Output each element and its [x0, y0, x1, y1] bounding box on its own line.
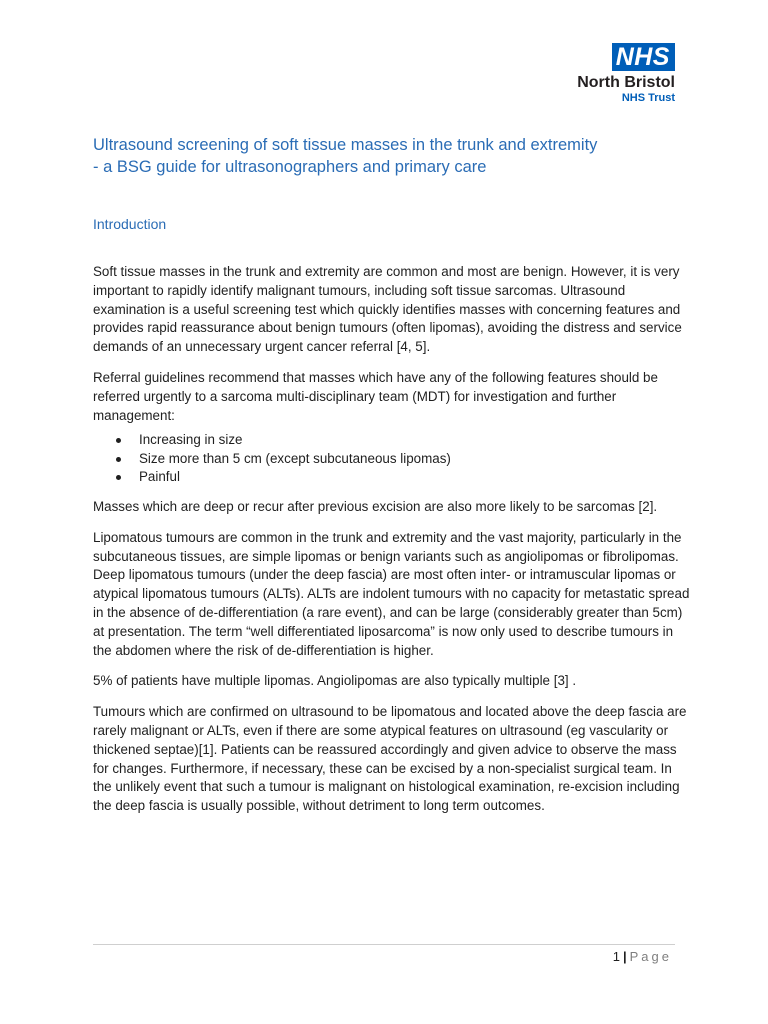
nhs-logo [525, 43, 675, 105]
org-name: North Bristol [577, 74, 675, 91]
paragraph: Tumours which are confirmed on ultrasound to be lipomatous and located above the deep fascia are rarely malignant or ALTs, even if there are some atypical features on ultrasound (eg vascularity or thickened septae)[1]. Patients can be reassured accordingly and given advice to observe the mass for changes. Furthermore, if necessary, these can be excised by a non-specialist surgical team. In the unlikely event that such a tumour is malignant on histological examination, re-excision including the deep fascia is usually possible, without detriment to long term outcomes. [93, 704, 687, 814]
paragraph: Soft tissue masses in the trunk and extremity are common and most are benign. However, it is very important to rapidly identify malignant tumours, including soft tissue sarcomas. Ultrasound examination is a useful screening test which quickly identifies masses with concerning features and provides rapid reassurance about benign tumours (often lipomas), avoiding the distress and service demands of an unnecessary urgent cancer referral [4, 5]. [93, 264, 682, 355]
document-title [93, 134, 693, 178]
paragraph: 5% of patients have multiple lipomas. Angiolipomas are also typically multiple [3] . [93, 673, 577, 689]
nhs-logo-mark: NHS [612, 43, 675, 71]
referral-features-list [93, 431, 693, 486]
section-heading-introduction: Introduction [93, 216, 167, 232]
page-number-value: 1 [612, 949, 620, 964]
org-subtitle: NHS Trust [621, 92, 675, 104]
document-title-line-1: Ultrasound screening of soft tissue masses in the trunk and extremity [93, 136, 598, 154]
footer-divider [93, 944, 675, 945]
paragraph: Lipomatous tumours are common in the trunk and extremity and the vast majority, particularly in the subcutaneous tissues, are simple lipomas or benign variants such as angiolipomas or fibrolipomas. Deep lipomatous tumours (under the deep fascia) are most often inter- or intramuscular lipomas or atypical lipomatous tumours (ALTs). ALTs are indolent tumours with no capacity for metastatic spread in the absence of de-differentiation (a rare event), and can be large (considerably greater than 5cm) at presentation. The term “well differentiated liposarcoma” is now only used to describe tumours in the abdomen where the risk of de-differentiation is higher. [93, 529, 690, 658]
page-number-separator: | [622, 949, 627, 964]
paragraph: Referral guidelines recommend that masses which have any of the following features should be referred urgently to a sarcoma multi-disciplinary team (MDT) for investigation and further management: [93, 369, 658, 423]
list-item: Size more than 5 cm (except subcutaneous lipomas) [139, 450, 693, 468]
list-item: Painful [139, 468, 693, 486]
page-number [613, 948, 672, 966]
document-body [93, 263, 693, 828]
paragraph: Masses which are deep or recur after previous excision are also more likely to be sarcomas [2]. [93, 498, 658, 514]
list-item: Increasing in size [139, 431, 693, 449]
page-word: Page [629, 949, 672, 964]
document-title-line-2: - a BSG guide for ultrasonographers and primary care [93, 158, 487, 176]
